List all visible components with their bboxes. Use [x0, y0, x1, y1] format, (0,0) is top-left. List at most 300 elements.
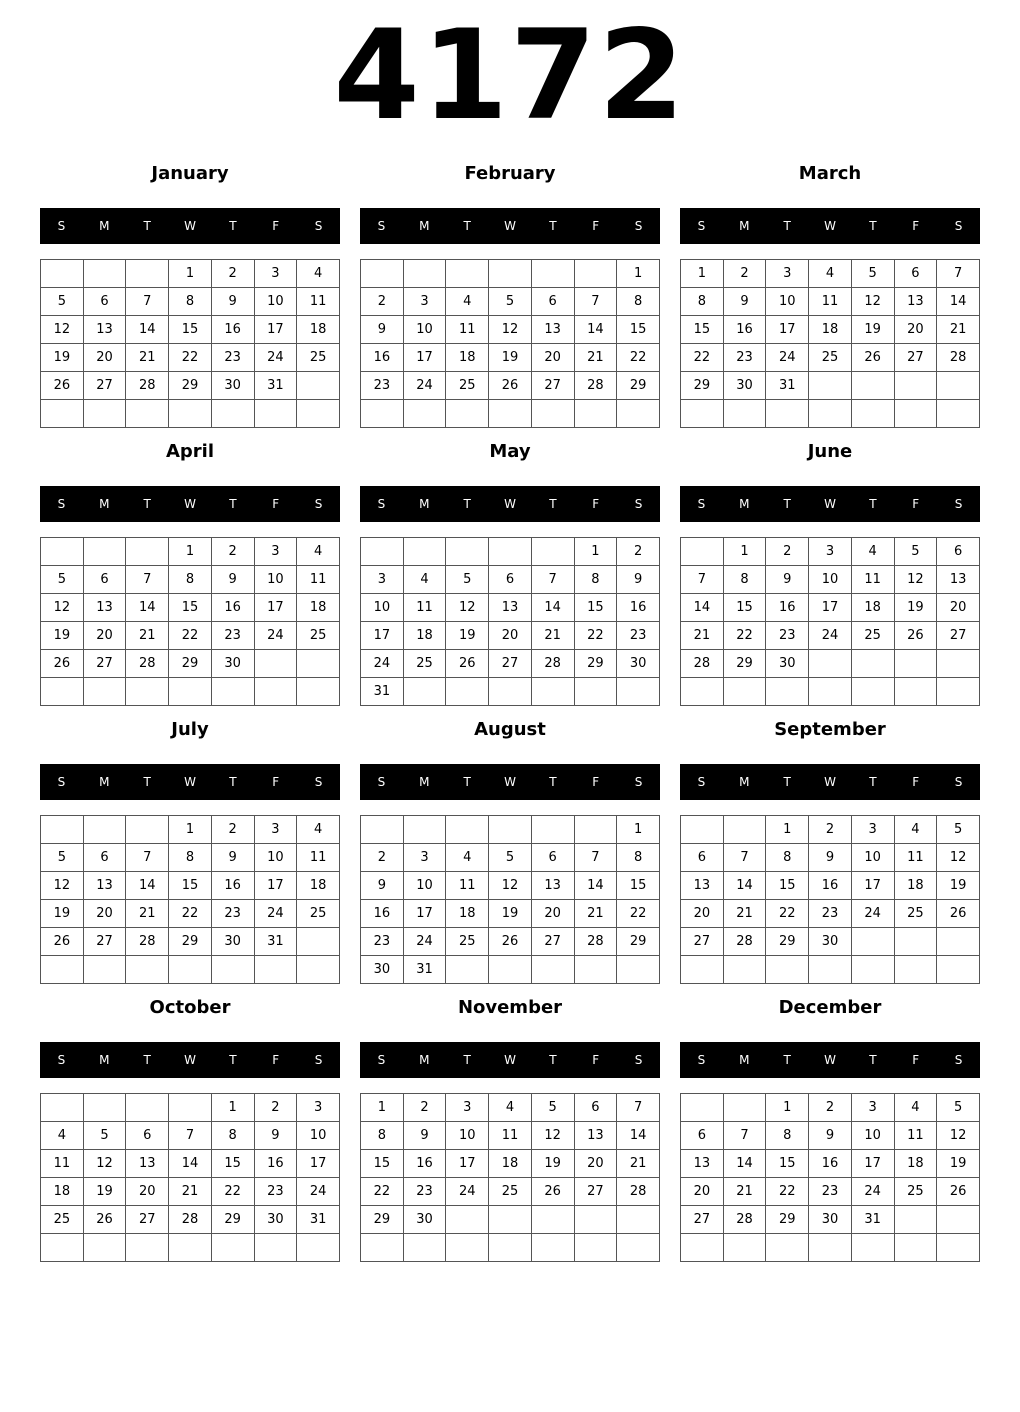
day-cell: 14: [574, 872, 617, 900]
day-cell: 4: [894, 1094, 937, 1122]
weekday-label: S: [314, 775, 323, 789]
day-cell: [531, 400, 574, 428]
day-cell: 24: [254, 900, 297, 928]
weekday-label: F: [272, 219, 280, 233]
day-cell: [126, 400, 169, 428]
day-cell: [83, 400, 126, 428]
week-row: [681, 316, 980, 344]
day-cell: 11: [297, 566, 340, 594]
weekday-label: S: [697, 497, 706, 511]
day-cell: 6: [681, 844, 724, 872]
day-cell: 8: [766, 844, 809, 872]
day-cell: 2: [766, 538, 809, 566]
day-cell: [531, 538, 574, 566]
week-row: [41, 678, 340, 706]
day-cell: 20: [489, 622, 532, 650]
day-cell: 21: [126, 900, 169, 928]
week-row: [361, 344, 660, 372]
day-cell: 4: [446, 844, 489, 872]
day-cell: 23: [403, 1178, 446, 1206]
day-cell: 19: [41, 900, 84, 928]
day-cell: [446, 956, 489, 984]
weekday-label: T: [783, 497, 791, 511]
weekday-label: S: [954, 1053, 963, 1067]
day-cell: 23: [766, 622, 809, 650]
day-cell: 22: [617, 900, 660, 928]
weekday-label: S: [314, 219, 323, 233]
day-cell: 2: [254, 1094, 297, 1122]
weekday-label: F: [272, 775, 280, 789]
weekday-label: S: [697, 219, 706, 233]
day-cell: 4: [489, 1094, 532, 1122]
day-cell: [531, 260, 574, 288]
weekday-label: S: [634, 219, 643, 233]
day-cell: 14: [723, 1150, 766, 1178]
day-cell: [297, 372, 340, 400]
day-cell: 2: [403, 1094, 446, 1122]
day-cell: [297, 400, 340, 428]
day-cell: 24: [446, 1178, 489, 1206]
day-cell: 30: [403, 1206, 446, 1234]
weekday-label: M: [419, 1053, 430, 1067]
day-cell: 20: [574, 1150, 617, 1178]
day-cell: [169, 1234, 212, 1262]
month-title: August: [474, 719, 546, 740]
day-cell: 16: [211, 316, 254, 344]
day-cell: [126, 1234, 169, 1262]
day-cell: 17: [254, 872, 297, 900]
day-cell: 19: [446, 622, 489, 650]
day-cell: 25: [297, 622, 340, 650]
day-cell: [894, 400, 937, 428]
day-grid: [680, 537, 980, 706]
day-cell: 2: [361, 288, 404, 316]
day-cell: [403, 1234, 446, 1262]
day-cell: 5: [41, 566, 84, 594]
day-cell: 19: [41, 344, 84, 372]
day-cell: 26: [41, 928, 84, 956]
week-row: [681, 872, 980, 900]
day-cell: [489, 1234, 532, 1262]
day-cell: 27: [894, 344, 937, 372]
weekday-label: T: [463, 497, 471, 511]
day-cell: 18: [446, 900, 489, 928]
weekday-label: F: [912, 497, 920, 511]
week-row: [41, 288, 340, 316]
day-cell: 18: [894, 1150, 937, 1178]
day-cell: 26: [489, 372, 532, 400]
day-cell: 22: [574, 622, 617, 650]
day-cell: 13: [681, 872, 724, 900]
day-cell: [894, 372, 937, 400]
day-cell: 2: [617, 538, 660, 566]
day-cell: [126, 956, 169, 984]
day-cell: [446, 538, 489, 566]
day-cell: [211, 956, 254, 984]
day-cell: 17: [446, 1150, 489, 1178]
week-row: [41, 900, 340, 928]
day-cell: 22: [723, 622, 766, 650]
day-cell: 9: [211, 288, 254, 316]
day-cell: 10: [766, 288, 809, 316]
week-row: [681, 956, 980, 984]
day-cell: [574, 1206, 617, 1234]
day-cell: [489, 538, 532, 566]
day-cell: 20: [126, 1178, 169, 1206]
day-cell: 3: [766, 260, 809, 288]
day-cell: 14: [681, 594, 724, 622]
day-cell: 11: [446, 316, 489, 344]
week-row: [681, 844, 980, 872]
weekday-label: T: [869, 1053, 877, 1067]
weekday-label: T: [143, 219, 151, 233]
day-cell: [766, 1234, 809, 1262]
day-cell: 31: [297, 1206, 340, 1234]
weekday-label: F: [592, 1053, 600, 1067]
week-row: [681, 594, 980, 622]
day-cell: 1: [574, 538, 617, 566]
day-cell: [809, 650, 852, 678]
day-cell: 17: [297, 1150, 340, 1178]
day-cell: [723, 956, 766, 984]
day-grid: [40, 259, 340, 428]
month-title: June: [807, 441, 853, 462]
weekday-label: S: [377, 219, 386, 233]
day-cell: 16: [211, 594, 254, 622]
day-cell: 8: [211, 1122, 254, 1150]
day-cell: 11: [851, 566, 894, 594]
day-cell: [851, 372, 894, 400]
day-cell: 16: [723, 316, 766, 344]
weekday-label: W: [504, 775, 516, 789]
day-cell: 26: [446, 650, 489, 678]
day-cell: 26: [851, 344, 894, 372]
weekday-label: S: [954, 497, 963, 511]
day-cell: 25: [809, 344, 852, 372]
week-row: [361, 538, 660, 566]
day-cell: 28: [574, 928, 617, 956]
weekday-label: S: [634, 1053, 643, 1067]
day-cell: 12: [489, 872, 532, 900]
day-cell: 3: [254, 816, 297, 844]
day-cell: 12: [41, 594, 84, 622]
day-cell: 7: [126, 566, 169, 594]
day-cell: [361, 816, 404, 844]
day-cell: 30: [211, 372, 254, 400]
day-cell: [169, 678, 212, 706]
day-cell: 26: [894, 622, 937, 650]
day-cell: [617, 1206, 660, 1234]
week-row: [361, 1122, 660, 1150]
week-row: [41, 622, 340, 650]
day-cell: [41, 538, 84, 566]
day-cell: 11: [894, 1122, 937, 1150]
day-cell: 15: [723, 594, 766, 622]
weekday-header: [680, 208, 980, 244]
day-cell: 3: [403, 288, 446, 316]
day-cell: 7: [723, 1122, 766, 1150]
day-cell: [937, 1206, 980, 1234]
day-cell: 23: [723, 344, 766, 372]
day-cell: [681, 538, 724, 566]
day-cell: 16: [361, 900, 404, 928]
day-cell: 10: [403, 872, 446, 900]
day-grid: [360, 815, 660, 984]
weekday-label: T: [869, 775, 877, 789]
day-cell: 25: [403, 650, 446, 678]
day-cell: 3: [809, 538, 852, 566]
day-cell: 14: [126, 316, 169, 344]
day-cell: 3: [297, 1094, 340, 1122]
day-cell: 7: [169, 1122, 212, 1150]
day-cell: 25: [41, 1206, 84, 1234]
week-row: [681, 622, 980, 650]
day-cell: 15: [361, 1150, 404, 1178]
week-row: [361, 1150, 660, 1178]
week-row: [41, 816, 340, 844]
day-cell: 30: [809, 928, 852, 956]
day-cell: [809, 678, 852, 706]
day-cell: 13: [489, 594, 532, 622]
day-cell: 2: [723, 260, 766, 288]
weekday-header: [40, 764, 340, 800]
month-title: May: [489, 441, 531, 462]
day-cell: 1: [723, 538, 766, 566]
day-cell: 6: [489, 566, 532, 594]
weekday-label: M: [739, 1053, 750, 1067]
day-cell: 12: [489, 316, 532, 344]
week-row: [361, 372, 660, 400]
day-cell: 1: [361, 1094, 404, 1122]
day-cell: [851, 928, 894, 956]
day-cell: 19: [83, 1178, 126, 1206]
day-cell: 5: [489, 288, 532, 316]
day-cell: 24: [297, 1178, 340, 1206]
day-cell: 8: [617, 844, 660, 872]
day-cell: 30: [809, 1206, 852, 1234]
day-cell: 5: [41, 288, 84, 316]
day-cell: 16: [809, 872, 852, 900]
day-cell: 28: [681, 650, 724, 678]
week-row: [41, 650, 340, 678]
day-cell: 19: [41, 622, 84, 650]
day-cell: 27: [83, 650, 126, 678]
day-cell: 21: [681, 622, 724, 650]
day-cell: 3: [403, 844, 446, 872]
day-cell: [169, 400, 212, 428]
day-cell: [617, 400, 660, 428]
weekday-label: M: [419, 775, 430, 789]
week-row: [41, 344, 340, 372]
day-cell: 24: [361, 650, 404, 678]
weekday-header: [40, 208, 340, 244]
day-cell: 1: [617, 816, 660, 844]
day-cell: [41, 816, 84, 844]
week-row: [361, 650, 660, 678]
day-cell: [126, 678, 169, 706]
day-cell: [403, 816, 446, 844]
day-cell: 13: [126, 1150, 169, 1178]
day-cell: 8: [723, 566, 766, 594]
weekday-label: F: [272, 497, 280, 511]
day-cell: 18: [894, 872, 937, 900]
day-cell: 6: [83, 844, 126, 872]
week-row: [681, 372, 980, 400]
day-cell: 12: [531, 1122, 574, 1150]
day-cell: [894, 1206, 937, 1234]
day-cell: 27: [83, 928, 126, 956]
day-cell: 25: [894, 900, 937, 928]
weekday-label: T: [143, 775, 151, 789]
day-cell: [723, 1094, 766, 1122]
week-row: [41, 594, 340, 622]
weekday-label: W: [504, 1053, 516, 1067]
day-cell: [809, 400, 852, 428]
day-cell: 4: [851, 538, 894, 566]
weekday-label: T: [143, 497, 151, 511]
day-cell: [126, 1094, 169, 1122]
day-cell: 18: [297, 316, 340, 344]
day-cell: [83, 816, 126, 844]
day-cell: 23: [617, 622, 660, 650]
day-cell: 26: [531, 1178, 574, 1206]
weekday-label: M: [99, 1053, 110, 1067]
day-cell: 8: [681, 288, 724, 316]
day-cell: 20: [681, 900, 724, 928]
day-cell: 23: [809, 1178, 852, 1206]
weekday-label: M: [99, 497, 110, 511]
day-cell: [297, 928, 340, 956]
weekday-label: S: [314, 497, 323, 511]
day-cell: [531, 678, 574, 706]
day-cell: 22: [211, 1178, 254, 1206]
weekday-label: T: [783, 1053, 791, 1067]
day-cell: 29: [766, 1206, 809, 1234]
day-cell: 8: [617, 288, 660, 316]
day-cell: [617, 956, 660, 984]
day-cell: 24: [403, 928, 446, 956]
day-cell: [41, 260, 84, 288]
month-title: March: [798, 163, 862, 184]
weekday-label: S: [57, 497, 66, 511]
day-cell: 23: [254, 1178, 297, 1206]
week-row: [361, 844, 660, 872]
weekday-label: T: [783, 219, 791, 233]
day-cell: 8: [169, 288, 212, 316]
day-cell: [41, 1234, 84, 1262]
day-cell: 24: [254, 344, 297, 372]
day-cell: 4: [297, 816, 340, 844]
day-cell: 10: [361, 594, 404, 622]
day-cell: [254, 650, 297, 678]
day-cell: 8: [361, 1122, 404, 1150]
day-cell: 9: [809, 844, 852, 872]
day-cell: 13: [894, 288, 937, 316]
day-cell: 11: [894, 844, 937, 872]
week-row: [681, 288, 980, 316]
day-grid: [360, 537, 660, 706]
day-cell: 31: [254, 372, 297, 400]
day-cell: 17: [766, 316, 809, 344]
day-grid: [40, 537, 340, 706]
day-cell: 12: [937, 1122, 980, 1150]
day-cell: 26: [937, 900, 980, 928]
week-row: [361, 872, 660, 900]
day-cell: 4: [41, 1122, 84, 1150]
month-title: February: [464, 163, 556, 184]
weekday-label: T: [463, 219, 471, 233]
day-cell: 3: [361, 566, 404, 594]
day-cell: 10: [851, 1122, 894, 1150]
day-cell: [297, 678, 340, 706]
day-cell: 15: [169, 594, 212, 622]
weekday-label: S: [697, 1053, 706, 1067]
day-cell: 13: [531, 316, 574, 344]
weekday-label: S: [634, 775, 643, 789]
week-row: [361, 1234, 660, 1262]
day-cell: 7: [617, 1094, 660, 1122]
day-cell: 18: [297, 872, 340, 900]
day-cell: 17: [851, 872, 894, 900]
day-cell: 16: [766, 594, 809, 622]
day-cell: 15: [766, 1150, 809, 1178]
day-cell: 18: [489, 1150, 532, 1178]
day-cell: 15: [681, 316, 724, 344]
weekday-label: T: [869, 497, 877, 511]
day-cell: [617, 1234, 660, 1262]
week-row: [681, 400, 980, 428]
day-cell: 6: [531, 844, 574, 872]
day-cell: 15: [617, 316, 660, 344]
day-cell: 15: [766, 872, 809, 900]
day-cell: 31: [403, 956, 446, 984]
day-cell: 7: [574, 288, 617, 316]
day-cell: 6: [83, 288, 126, 316]
week-row: [41, 1206, 340, 1234]
day-cell: 17: [254, 316, 297, 344]
day-cell: 7: [126, 288, 169, 316]
day-cell: [446, 400, 489, 428]
week-row: [41, 1122, 340, 1150]
day-cell: 16: [254, 1150, 297, 1178]
day-cell: [446, 260, 489, 288]
month-title: April: [165, 441, 215, 462]
day-cell: [361, 260, 404, 288]
day-cell: 9: [809, 1122, 852, 1150]
weekday-label: T: [229, 497, 237, 511]
day-cell: [937, 956, 980, 984]
weekday-header: [680, 764, 980, 800]
day-cell: 15: [211, 1150, 254, 1178]
day-cell: 25: [489, 1178, 532, 1206]
day-cell: 24: [851, 900, 894, 928]
day-cell: [894, 678, 937, 706]
day-cell: 21: [126, 344, 169, 372]
day-cell: 16: [403, 1150, 446, 1178]
day-cell: 5: [41, 844, 84, 872]
day-grid: [680, 259, 980, 428]
week-row: [361, 928, 660, 956]
week-row: [361, 594, 660, 622]
day-cell: [531, 816, 574, 844]
weekday-label: W: [824, 219, 836, 233]
day-cell: 9: [211, 566, 254, 594]
weekday-label: F: [592, 497, 600, 511]
day-cell: 25: [446, 372, 489, 400]
day-cell: [851, 956, 894, 984]
weekday-label: S: [634, 497, 643, 511]
day-cell: 27: [937, 622, 980, 650]
